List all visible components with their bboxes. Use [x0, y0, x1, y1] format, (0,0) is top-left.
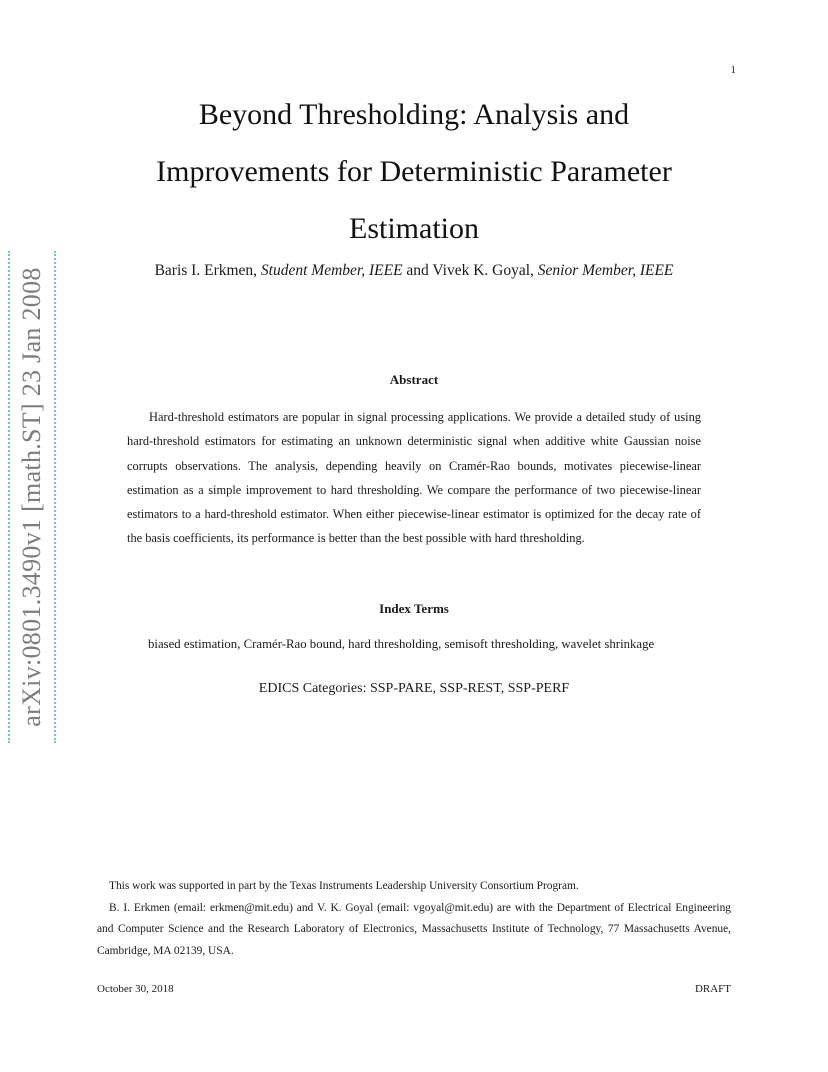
title-line-2: Improvements for Deterministic Parameter — [156, 155, 672, 188]
footer-date: October 30, 2018 — [97, 983, 174, 995]
author-1-name: Baris I. Erkmen, — [154, 262, 258, 279]
funding-footnote: This work was supported in part by the Texas Instruments Leadership University Consortium Program. — [109, 880, 579, 892]
author-line — [60, 262, 768, 280]
author-1-affiliation: Student Member, IEEE — [260, 262, 403, 279]
paper-title — [100, 86, 728, 257]
title-line-3: Estimation — [349, 212, 479, 245]
affiliation-footnote: B. I. Erkmen (email: erkmen@mit.edu) and V. K. Goyal (email: vgoyal@mit.edu) are with the Department of Electrical Engineering and Computer Science and the Research Laboratory of Electronics, Massachusetts Institute of Technology, 77 Massachusetts Avenue, Cambridge, MA 02139, USA. — [97, 901, 731, 958]
index-terms-text: biased estimation, Cramér-Rao bound, hard thresholding, semisoft thresholding, wavelet shrinkage — [148, 637, 655, 651]
page-number: 1 — [730, 64, 736, 76]
abstract-text: Hard-threshold estimators are popular in signal processing applications. We provide a detailed study of using hard-threshold estimators for estimating an unknown deterministic signal when additive white Gaussian noise corrupts observations. The analysis, depending heavily on Cramér-Rao bounds, motivates piecewise-linear estimation as a simple improvement to hard thresholding. We compare the performance of two piecewise-linear estimators to a hard-threshold estimator. When either piecewise-linear estimator is optimized for the decay rate of the basis coefficients, its performance is better than the best possible with hard thresholding. — [127, 410, 701, 546]
index-terms-heading: Index Terms — [379, 601, 449, 616]
footer-draft-label: DRAFT — [694, 983, 731, 995]
edics-categories: EDICS Categories: SSP-PARE, SSP-REST, SSP-PERF — [258, 681, 570, 696]
arxiv-stamp — [8, 251, 56, 743]
title-line-1: Beyond Thresholding: Analysis and — [198, 98, 630, 131]
abstract-heading: Abstract — [389, 372, 439, 387]
author-2-affiliation: Senior Member, IEEE — [537, 262, 674, 279]
footnotes — [97, 876, 731, 963]
author-2-name: and Vivek K. Goyal, — [406, 262, 534, 279]
arxiv-stamp-text: arXiv:0801.3490v1 [math.ST] 23 Jan 2008 — [17, 267, 46, 727]
